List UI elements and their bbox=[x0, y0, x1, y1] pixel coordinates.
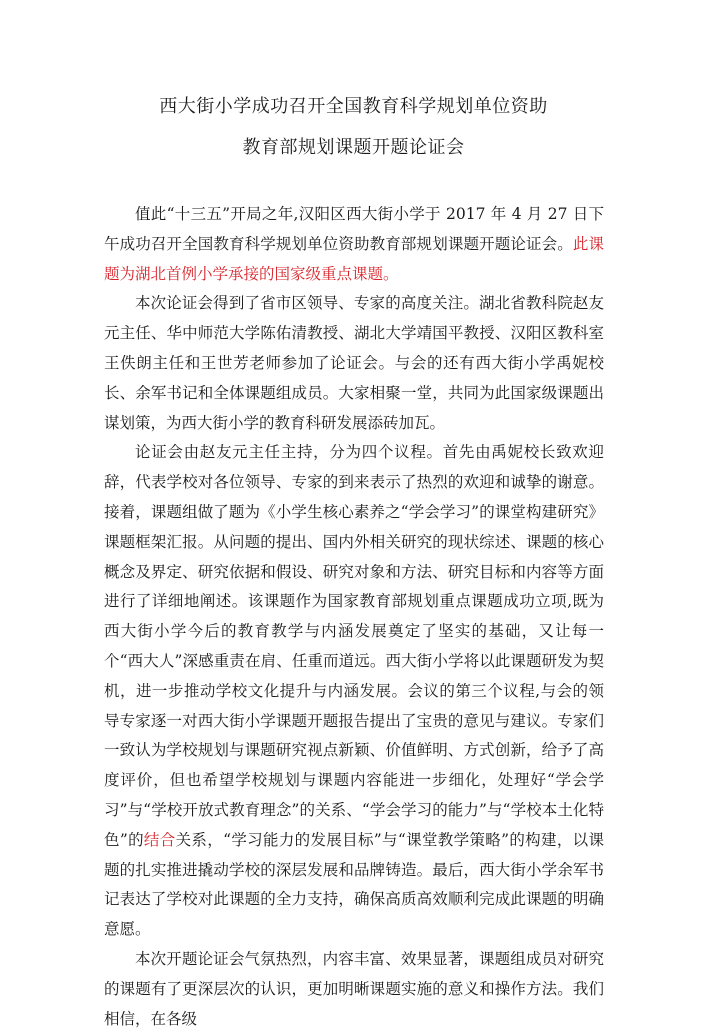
article-body bbox=[104, 200, 604, 1034]
title-line-2: 教育部规划课题开题论证会 bbox=[242, 137, 465, 158]
paragraph-2: 本次论证会得到了省市区领导、专家的高度关注。湖北省教科院赵友元主任、华中师范大学陈佑清教授、湖北大学靖国平教授、汉阳区教科室王佚朗主任和王世芳老师参加了论证会。与会的还有西大街小学禹妮校长、余军书记和全体课题组成员。大家相聚一堂，共同为此国家级课题出谋划策，为西大街小学的教育科研发展添砖加瓦。 bbox=[104, 294, 604, 432]
highlight-key-project: 此课题为湖北首例小学承接的国家级重点课题。 bbox=[104, 234, 604, 283]
paragraph-3 bbox=[104, 438, 604, 945]
paragraph-1 bbox=[104, 200, 604, 289]
title-line-1: 西大街小学成功召开全国教育科学规划单位资助 bbox=[159, 96, 548, 117]
paragraph-4: 本次开题论证会气氛热烈，内容丰富、效果显著，课题组成员对研究的课题有了更深层次的认识，更加明晰课题实施的意义和操作方法。我们相信，在各级 bbox=[104, 949, 604, 1028]
paragraph-1-text: 值此“十三五”开局之年,汉阳区西大街小学于 2017 年 4 月 27 日下午成功召开全国教育科学规划单位资助教育部规划课题开题论证会。 bbox=[104, 205, 604, 253]
paragraph-3-text-b: 关系，“学习能力的发展目标”与“课堂教学策略”的构建，以课题的扎实推进撬动学校的深层发展和品牌铸造。最后，西大街小学余军书记表达了学校对此课题的全力支持，确保高质高效顺利完成此课题的明确意愿。 bbox=[104, 830, 604, 939]
highlight-combine: 结合 bbox=[143, 830, 176, 849]
paragraph-3-text-a: 论证会由赵友元主任主持，分为四个议程。首先由禹妮校长致欢迎辞，代表学校对各位领导、专家的到来表示了热烈的欢迎和诚挚的谢意。接着，课题组做了题为《小学生核心素养之“学会学习”的课堂构建研究》课题框架汇报。从问题的提出、国内外相关研究的现状综述、课题的核心概念及界定、研究依据和假设、研究对象和方法、研究目标和内容等方面进行了详细地阐述。该课题作为国家教育部规划重点课题成功立项,既为西大街小学今后的教育教学与内涵发展奠定了坚实的基础，又让每一个“西大人”深感重责在肩、任重而道远。西大街小学将以此课题研发为契机，进一步推动学校文化提升与内涵发展。会议的第三个议程,与会的领导专家逐一对西大街小学课题开题报告提出了宝贵的意见与建议。专家们一致认为学校规划与课题研究视点新颖、价值鲜明、方式创新，给予了高度评价，但也希望学校规划与课题内容能进一步细化，处理好“学会学习”与“学校开放式教育理念”的关系、“学会学习的能力”与“学校本土化特色”的 bbox=[104, 443, 604, 849]
